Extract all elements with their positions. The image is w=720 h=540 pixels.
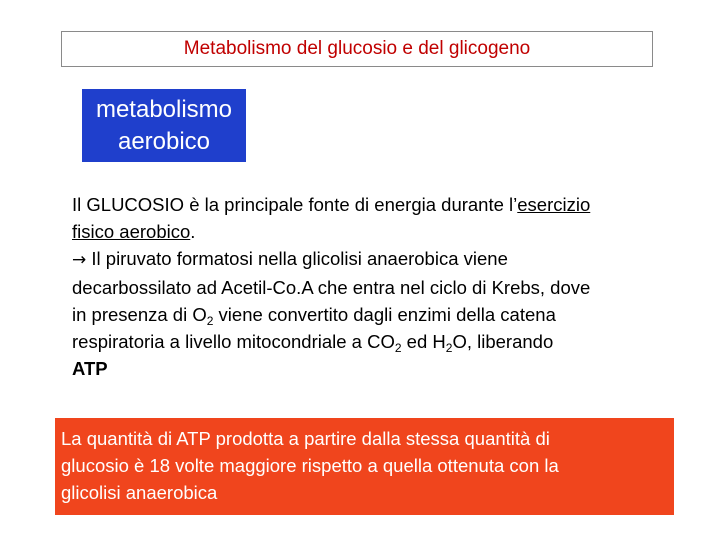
body-line-5-b: viene convertito dagli enzimi della catena — [213, 304, 556, 325]
body-line-3-text: Il piruvato formatosi nella glicolisi anaerobica viene — [86, 248, 508, 269]
body-line-6-b: ed H — [401, 331, 446, 352]
body-line-6 — [72, 328, 692, 355]
underlined-fisico-aerobico: fisico aerobico — [72, 221, 191, 242]
aerobic-metabolism-box — [82, 89, 246, 162]
right-arrow-icon: → — [72, 250, 87, 270]
body-line-3 — [72, 245, 692, 274]
subscript-2-co2: 2 — [394, 341, 402, 355]
slide-title-box — [61, 31, 653, 67]
underlined-esercizio: esercizio — [517, 194, 591, 215]
aerobic-box-line-2: aerobico — [117, 128, 211, 155]
result-line-1: La quantità di ATP prodotta a partire dalla stessa quantità di — [61, 428, 550, 449]
result-line-2: glucosio è 18 volte maggiore rispetto a quella ottenuta con la — [61, 455, 559, 476]
body-paragraph — [72, 191, 692, 382]
slide-title: Metabolismo del glucosio e del glicogeno — [183, 38, 531, 59]
aerobic-box-line-1: metabolismo — [95, 96, 233, 123]
body-line-2 — [72, 218, 692, 245]
atp-result-box — [55, 418, 674, 515]
body-line-7-atp: ATP — [72, 358, 108, 379]
body-line-5 — [72, 301, 692, 328]
body-line-1 — [72, 191, 692, 218]
body-line-6-a: respiratoria a livello mitocondriale a CO — [72, 331, 395, 352]
subscript-2-h2o: 2 — [445, 341, 453, 355]
body-line-1-text: Il GLUCOSIO è la principale fonte di energia durante l’ — [72, 194, 518, 215]
body-line-2-period: . — [190, 221, 196, 242]
body-line-6-c: O, liberando — [452, 331, 554, 352]
subscript-2: 2 — [206, 314, 214, 328]
body-line-5-a: in presenza di O — [72, 304, 207, 325]
body-line-4: decarbossilato ad Acetil-Co.A che entra nel ciclo di Krebs, dove — [72, 277, 591, 298]
result-line-3: glicolisi anaerobica — [61, 482, 218, 503]
